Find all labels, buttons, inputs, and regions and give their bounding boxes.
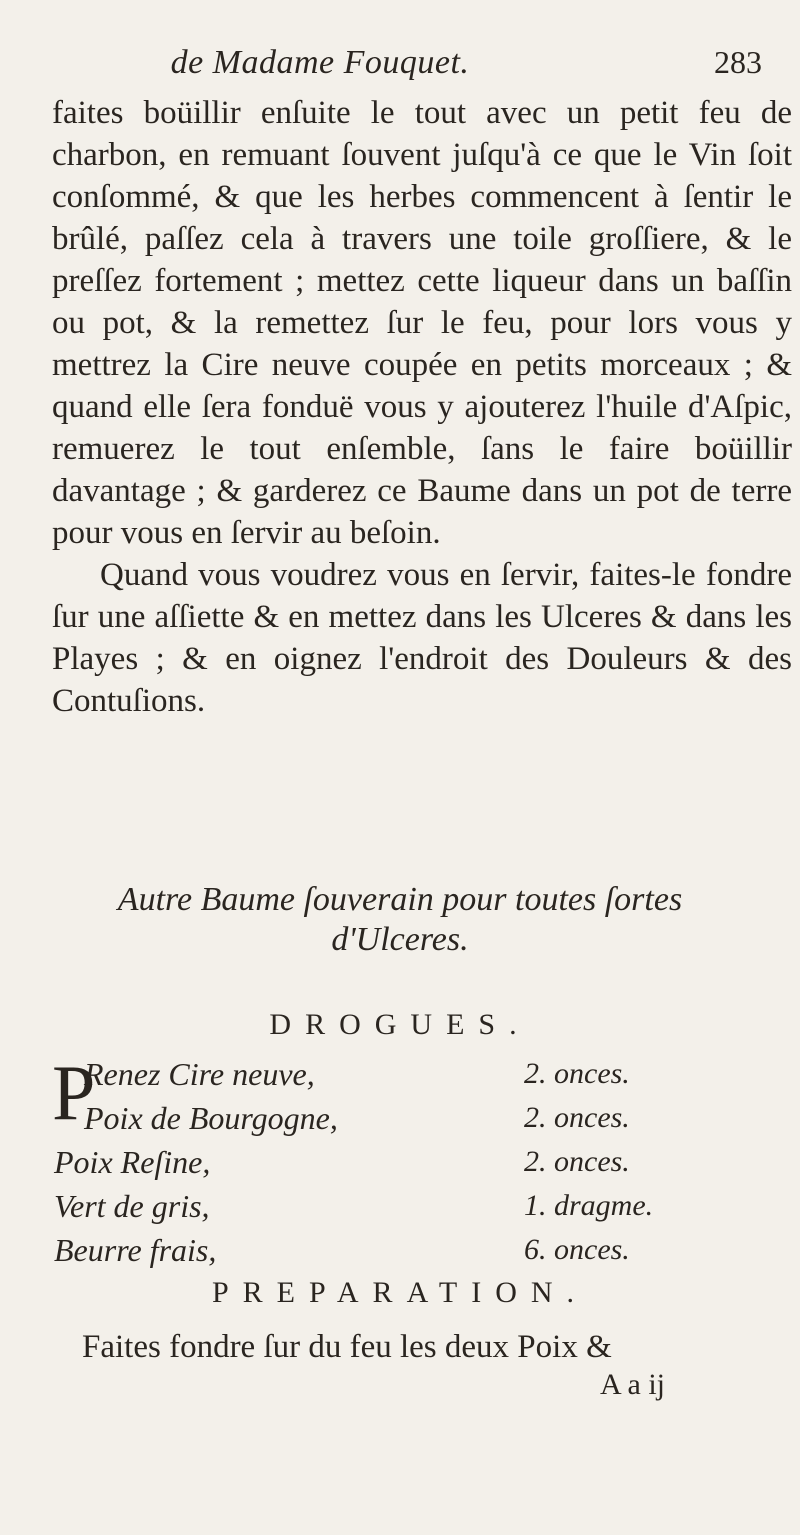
ingredient-list — [52, 1049, 794, 1272]
ingredient-row — [54, 1184, 794, 1228]
page-number: 283 — [714, 44, 762, 80]
dropcap-letter: P — [52, 1049, 96, 1136]
ingredient-quantity: 1. dragme. — [524, 1189, 654, 1222]
paragraph-2: Quand vous voudrez vous en ſervir, faites-le fondre ſur une aſſiette & en mettez dans les Ulceres & dans les Playes ; & en oignez l'endroit des Douleurs & des Contuſions. — [52, 557, 792, 719]
signature-mark: A a ij — [600, 1368, 665, 1401]
recipe-title: Autre Baume ſouverain pour toutes ſortes d'Ulceres. — [117, 881, 683, 958]
ingredient-name: Vert de gris, — [54, 1188, 210, 1224]
page-header — [0, 38, 800, 88]
body-text — [52, 92, 792, 722]
ingredient-name: Poix Reſine, — [54, 1144, 211, 1180]
ingredient-quantity: 2. onces. — [524, 1101, 630, 1134]
paragraph-1: faites boüillir enſuite le tout avec un petit feu de charbon, en remuant ſouvent juſqu'à ce que le Vin ſoit conſommé, & que les herbes commencent à ſentir le brûlé, paſſez cela à travers une toile groſſiere, & le preſſez fortement ; mettez cette liqueur dans un baſſin ou pot, & la remettez ſur le feu, pour lors vous y mettrez la Cire neuve coupée en petits morceaux ; & quand elle ſera fonduë vous y ajouterez l'huile d'Aſpic, remuerez le tout enſemble, ſans le faire boüillir davantage ; & garderez ce Baume dans un pot de terre pour vous en ſervir au beſoin. — [52, 95, 792, 551]
ingredient-row — [54, 1140, 794, 1184]
ingredient-quantity: 6. onces. — [524, 1233, 630, 1266]
ingredient-quantity: 2. onces. — [524, 1145, 630, 1178]
ingredient-quantity: 2. onces. — [524, 1057, 630, 1090]
ingredient-row — [54, 1096, 794, 1140]
preparation-text: Faites fondre ſur du feu les deux Poix & — [82, 1329, 612, 1365]
drogues-heading: DROGUES. — [269, 1008, 531, 1041]
ingredient-name: Renez Cire neuve, — [84, 1056, 315, 1092]
ingredient-name: Beurre frais, — [54, 1232, 217, 1268]
ingredient-name: Poix de Bourgogne, — [84, 1100, 338, 1136]
ingredient-row — [54, 1228, 794, 1272]
preparation-heading: PREPARATION. — [211, 1276, 589, 1309]
running-title: de Madame Fouquet. — [170, 44, 470, 81]
